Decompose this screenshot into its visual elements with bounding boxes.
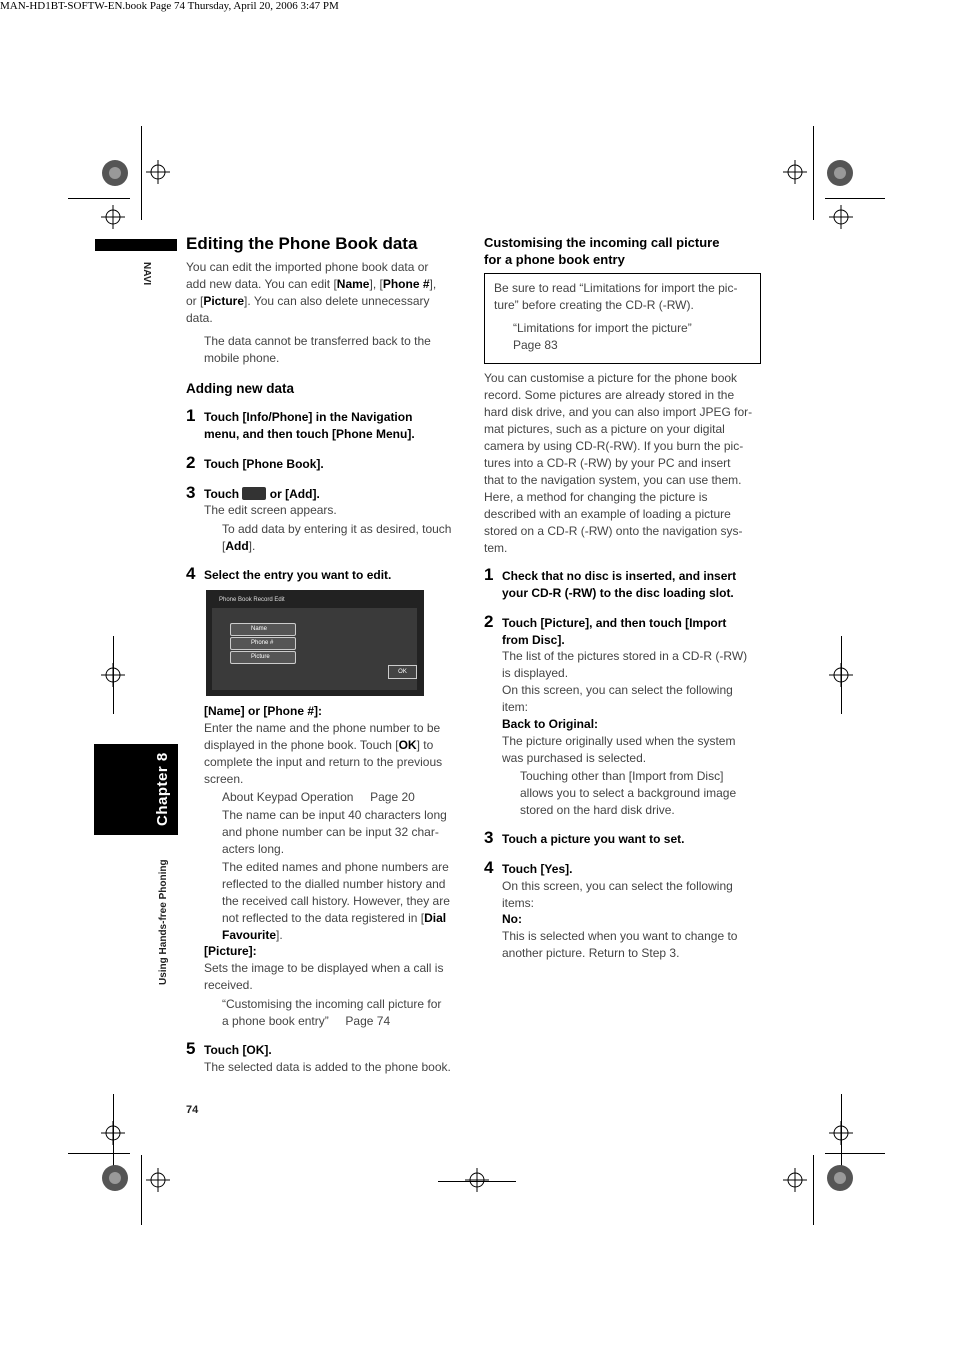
registration-mark-icon [100,1163,130,1193]
step-5: Touch [OK]. [204,1043,272,1057]
right-step-1: Check that no disc is inserted, and insert your CD-R (-RW) to the disc loading slot. [502,569,737,600]
step-number: 3 [484,828,494,847]
add-entry-icon[interactable] [242,487,266,500]
right-heading: Customising the incoming call picture for a phone book entry [484,235,720,267]
step-1: Touch [Info/Phone] in the Navigation menu, and then touch [Phone Menu]. [204,410,415,441]
name-phone-text: Enter the name and the phone number to be displayed in the phone book. Touch [OK] to complete the input and return to the previous screen. [204,721,443,786]
phone-button[interactable]: Phone # [230,637,296,650]
step-2: Touch [Phone Book]. [204,457,324,471]
picture-reference: “Customising the incoming call picture for a phone book entry” Page 74 [222,997,442,1028]
step-number: 1 [186,406,196,425]
chapter-label: Chapter 8 [154,752,171,826]
page-number: 74 [186,1104,199,1116]
ok-button[interactable]: OK [388,665,417,679]
no-text: This is selected when you want to change to another picture. Return to Step 3. [502,929,738,960]
crosshair-icon [146,160,170,184]
crosshair-icon [829,663,853,687]
name-phone-label: [Name] or [Phone #]: [204,704,323,718]
edited-note: The edited names and phone numbers are reflected to the dialled number history and the received call history. However, they are not reflected to the data registered in [Dial Favourite]. [222,860,450,942]
back-note: Touching other than [Import from Disc] allows you to select a background image stored on the hard disk drive. [520,769,737,817]
screen-title: Phone Book Record Edit [219,597,285,603]
navi-label: NAVI [141,262,152,286]
transfer-note: The data cannot be transferred back to the mobile phone. [204,334,431,365]
back-text: The picture originally used when the system was purchased is selected. [502,734,736,765]
crosshair-icon [101,1121,125,1145]
step-number: 2 [186,453,196,472]
title-bar [95,239,177,251]
step-number: 4 [186,564,196,583]
picture-button[interactable]: Picture [230,651,296,664]
limit-note: The name can be input 40 characters long and phone number can be input 32 char- acters long. [222,808,447,856]
right-step-4: Touch [Yes]. [502,862,573,876]
right-step-4-text: On this screen, you can select the following items: [502,879,733,910]
chapter-tab [94,744,178,835]
step-number: 3 [186,483,196,502]
file-header: MAN-HD1BT-SOFTW-EN.book Page 74 Thursday, April 20, 2006 3:47 PM [0,0,339,12]
step-4: Select the entry you want to edit. [204,568,392,582]
crosshair-icon [101,205,125,229]
name-button[interactable]: Name [230,623,296,636]
step-number: 5 [186,1039,196,1058]
notice-text: Be sure to read “Limitations for import the pic- ture” before creating the CD-R (-RW). [494,281,738,312]
crosshair-icon [829,205,853,229]
step-number: 1 [484,565,494,584]
crosshair-icon [829,1121,853,1145]
right-body: You can customise a picture for the phone book record. Some pictures are already stored in the hard disk drive, and you can also import JPEG for- mat pictures, such as a picture on your digital camera by using CD-R(-RW). If you burn the pic- tures into a CD-R (-RW) by your PC and insert that to the navigation system, you can use them. Here, a method for changing the picture is described with an example of loading a picture stored on a CD-R (-RW) onto the navigation sys- tem. [484,371,753,555]
right-step-2: Touch [Picture], and then touch [Import from Disc]. [502,616,727,647]
crosshair-icon [783,160,807,184]
right-step-3: Touch a picture you want to set. [502,832,685,846]
registration-mark-icon [825,158,855,188]
crosshair-icon [101,663,125,687]
step-3: Touch or [Add]. [204,487,320,501]
picture-text: Sets the image to be displayed when a call is received. [204,961,444,992]
right-step-2-text: The list of the pictures stored in a CD-R (-RW) is displayed. On this screen, you can select the following item: [502,649,748,714]
crosshair-icon [465,1168,489,1192]
back-label: Back to Original: [502,717,599,731]
step-number: 4 [484,858,494,877]
registration-mark-icon [825,1163,855,1193]
notice-reference: “Limitations for import the picture” Page 83 [513,321,692,352]
page-title: Editing the Phone Book data [186,234,418,253]
section-label: Using Hands-free Phoning [158,859,169,985]
intro-paragraph: You can edit the imported phone book data or add new data. You can edit [Name], [Phone #], or [Picture]. You can also delete unnecessary data. [186,260,437,325]
step-number: 2 [484,612,494,631]
picture-label: [Picture]: [204,944,257,958]
step-3-text: The edit screen appears. [204,503,337,517]
crosshair-icon [146,1168,170,1192]
adding-heading: Adding new data [186,381,294,396]
crosshair-icon [783,1168,807,1192]
add-note: To add data by entering it as desired, touch [Add]. [222,522,452,553]
keypad-reference: About Keypad Operation Page 20 [222,790,415,804]
step-5-text: The selected data is added to the phone book. [204,1060,451,1074]
registration-mark-icon [100,158,130,188]
no-label: No: [502,912,522,926]
